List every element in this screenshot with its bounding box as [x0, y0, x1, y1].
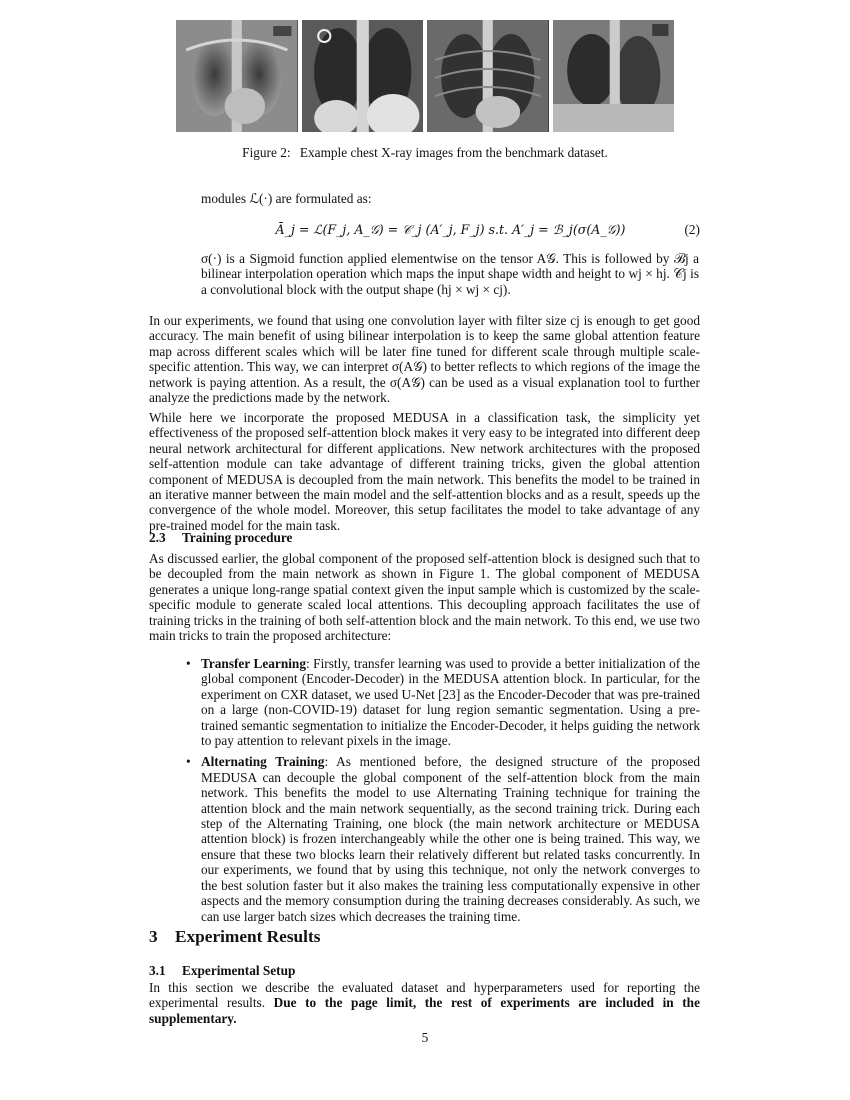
- section-3-title: Experiment Results: [175, 927, 321, 946]
- section-2-3-number: 2.3: [149, 530, 166, 545]
- section-3-1-heading: [149, 963, 295, 979]
- section-3-1-number: 3.1: [149, 963, 166, 978]
- bullet-dot-icon: •: [186, 656, 191, 671]
- section-2-3-heading: [149, 530, 292, 546]
- section-2-3-title: Training procedure: [182, 530, 293, 545]
- section-3-1-text: [149, 980, 700, 1026]
- bullet-text: : Firstly, transfer learning was used to provide a better initialization of the global component (Encoder-Decoder) in the MEDUSA attention block. In particular, for the experiment on CXR dataset, we used U-Net [23] as the Encoder-Decoder that was pre-trained on a large (non-COVID-19) dataset for lung region semantic segmentation. Using a pre-trained semantic segmentation to initialize the Encoder-Decoder, it helps guiding the network to pay attention to relevant pixels in the image.: [201, 656, 700, 749]
- section-3-number: 3: [149, 927, 158, 946]
- equation-intro: modules ℒ(·) are formulated as:: [201, 191, 372, 206]
- page-number: 5: [421, 1030, 429, 1045]
- paragraph-bilinear: In our experiments, we found that using one convolution layer with filter size cj is enough to get good accuracy. The main benefit of using bilinear interpolation is to keep the same global attention feature map across different scales which will be later fine tuned for different scale through multiple scale-specific attention. This way, we can interpret σ(A𝒢) to better reflects to which regions of the image the network is paying attention. As a result, the σ(A𝒢) can be used as a visual explanation tool to further analyze the predictions made by the network.: [149, 313, 700, 406]
- list-item: [181, 656, 700, 748]
- xray-image-3: [427, 20, 549, 132]
- paragraph-integration: While here we incorporate the proposed MEDUSA in a classification task, the simplicity yet effectiveness of the proposed self-attention block makes it very easy to be integrated into different deep neural network architectural for different applications. New network architectures with the proposed self-attention module can take advantage of different training tricks, given the global attention component of MEDUSA is decoupled from the main network. This benefits the model to be trained in an iterative manner between the main model and the self-attention blocks and as a result, speeds up the convergence of the whole model. Moreover, this setup facilitates the model to take advantage of any pre-trained model for the main task.: [149, 410, 700, 533]
- figure-caption: [0, 145, 850, 161]
- bullet-title: Alternating Training: [201, 754, 325, 770]
- list-item: [181, 754, 700, 923]
- section-3-1-body: In this section we describe the evaluated dataset and hyperparameters used for reporting the experimental results.: [149, 980, 700, 1011]
- section-3-1-bold-note: Due to the page limit, the rest of experiments are included in the supplementary.: [149, 995, 700, 1026]
- section-3-1-title: Experimental Setup: [182, 963, 296, 978]
- bullet-text: : As mentioned before, the designed structure of the proposed MEDUSA can decouple the global component of the self-attention block from the main network. This benefits the model to use Alternating Training technique for training the attention block and the main network sequentially, as the second training trick. During each step of the Alternating Training, one block (the main network architecture or MEDUSA attention block) is frozen interchangeably while the other one is being trained. This way, we ensure that these two blocks learn their relatively different but related tasks concurrently. In our experiments, we found that by using this technique, not only the network converges to the best solution faster but it also makes the training less computationally expensive in other aspects and the memory consumption during the training decreases considerably. As such, we can use larger batch sizes which decreases the training time.: [201, 754, 700, 924]
- section-2-3-text: As discussed earlier, the global component of the proposed self-attention block is designed such that to be decoupled from the main network as shown in Figure 1. The global component of MEDUSA generates a unique long-range spatial context given the input sample which is customized by the scale-specific module to generate scaled local attentions. This decoupling approach facilitates the use of training tricks in the training of both self-attention block and the main network. To this end, we use two main tricks to train the proposed architecture:: [149, 551, 700, 644]
- figure-2-images: [176, 20, 674, 132]
- figure-caption-label: Figure 2:: [242, 145, 291, 160]
- equation-explanation: σ(·) is a Sigmoid function applied elementwise on the tensor A𝒢. This is followed by ℬj a bilinear interpolation operation which maps the input shape width and height to wj × hj. 𝒞j is a convolutional block with the output shape (hj × wj × cj).: [201, 251, 699, 297]
- xray-image-1: [176, 20, 298, 132]
- figure-caption-text: Example chest X-ray images from the benchmark dataset.: [299, 145, 608, 160]
- equation-2: [201, 220, 700, 246]
- bullet-dot-icon: •: [186, 754, 191, 770]
- equation-number: (2): [684, 222, 700, 237]
- section-3-heading: [149, 927, 320, 947]
- equation-body: Ā_j = ℒ(F_j, A_𝒢) = 𝒞_j (A′_j, F_j) s.t. A′_j = ℬ_j(σ(A_𝒢)): [275, 222, 626, 237]
- bullet-title: Transfer Learning: [201, 656, 306, 671]
- xray-image-4: [553, 20, 675, 132]
- training-tricks-list: [181, 656, 700, 930]
- xray-image-2: [302, 20, 424, 132]
